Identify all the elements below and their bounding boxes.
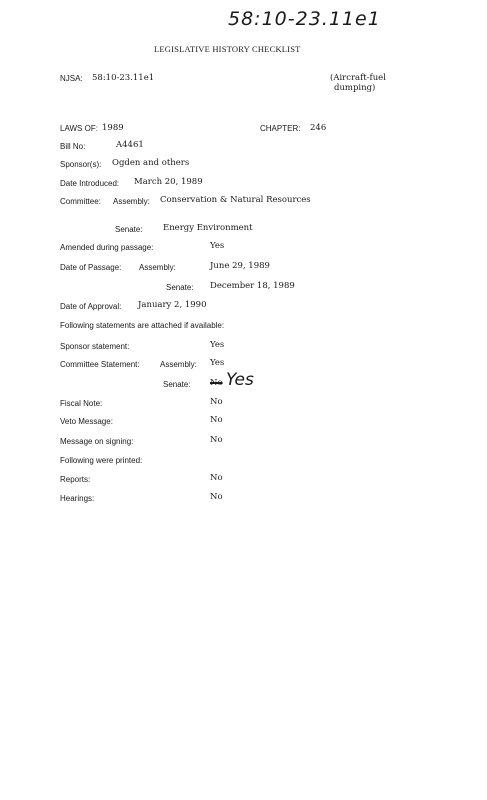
fiscal-note-value: No [210, 397, 223, 407]
committee-statement-senate-struck-value: No [210, 378, 223, 388]
amended-label: Amended during passage: [60, 243, 154, 252]
committee-assembly-label: Assembly: [113, 197, 150, 206]
passage-senate-label: Senate: [166, 283, 194, 292]
subject-note-line-1: (Aircraft-fuel [330, 73, 386, 83]
amended-value: Yes [210, 241, 225, 251]
printed-header: Following were printed: [60, 456, 143, 465]
passage-assembly-label: Assembly: [139, 263, 176, 272]
committee-statement-assembly-value: Yes [210, 358, 225, 368]
committee-senate-value: Energy Environment [163, 223, 253, 233]
veto-message-label: Veto Message: [60, 417, 113, 426]
veto-message-value: No [210, 415, 223, 425]
hearings-label: Hearings: [60, 494, 95, 503]
message-on-signing-value: No [210, 435, 223, 445]
committee-label: Committee: [60, 197, 101, 206]
passage-label: Date of Passage: [60, 263, 122, 272]
date-introduced-label: Date Introduced: [60, 179, 120, 188]
message-on-signing-label: Message on signing: [60, 437, 134, 446]
committee-statement-assembly-label: Assembly: [160, 360, 197, 369]
handwritten-yes-correction: Yes [226, 370, 254, 390]
njsa-value: 58:10-23.11e1 [92, 73, 155, 83]
bill-value: A4461 [116, 140, 144, 150]
njsa-label: NJSA: [60, 74, 83, 83]
passage-senate-value: December 18, 1989 [210, 281, 295, 291]
passage-assembly-value: June 29, 1989 [210, 261, 270, 271]
approval-value: January 2, 1990 [138, 300, 207, 310]
sponsor-statement-label: Sponsor statement: [60, 342, 130, 351]
committee-assembly-value: Conservation & Natural Resources [160, 195, 311, 205]
sponsor-value: Ogden and others [112, 158, 190, 168]
committee-statement-senate-label: Senate: [163, 380, 191, 389]
committee-statement-label: Committee Statement: [60, 360, 140, 369]
sponsor-statement-value: Yes [210, 340, 225, 350]
fiscal-note-label: Fiscal Note: [60, 399, 103, 408]
reports-value: No [210, 473, 223, 483]
chapter-label: CHAPTER: [260, 124, 301, 133]
page-title: LEGISLATIVE HISTORY CHECKLIST [154, 44, 301, 54]
reports-label: Reports: [60, 475, 91, 484]
handwritten-file-number: 58:10-23.11e1 [228, 8, 381, 30]
laws-label: LAWS OF: [60, 124, 98, 133]
approval-label: Date of Approval: [60, 302, 122, 311]
chapter-value: 246 [310, 123, 327, 133]
bill-label: Bill No: [60, 142, 86, 151]
hearings-value: No [210, 492, 223, 502]
laws-value: 1989 [102, 123, 124, 133]
sponsor-label: Sponsor(s): [60, 160, 102, 169]
statements-header: Following statements are attached if available: [60, 321, 225, 330]
committee-senate-label: Senate: [115, 225, 143, 234]
date-introduced-value: March 20, 1989 [134, 177, 203, 187]
subject-note-line-2: dumping) [334, 83, 376, 93]
